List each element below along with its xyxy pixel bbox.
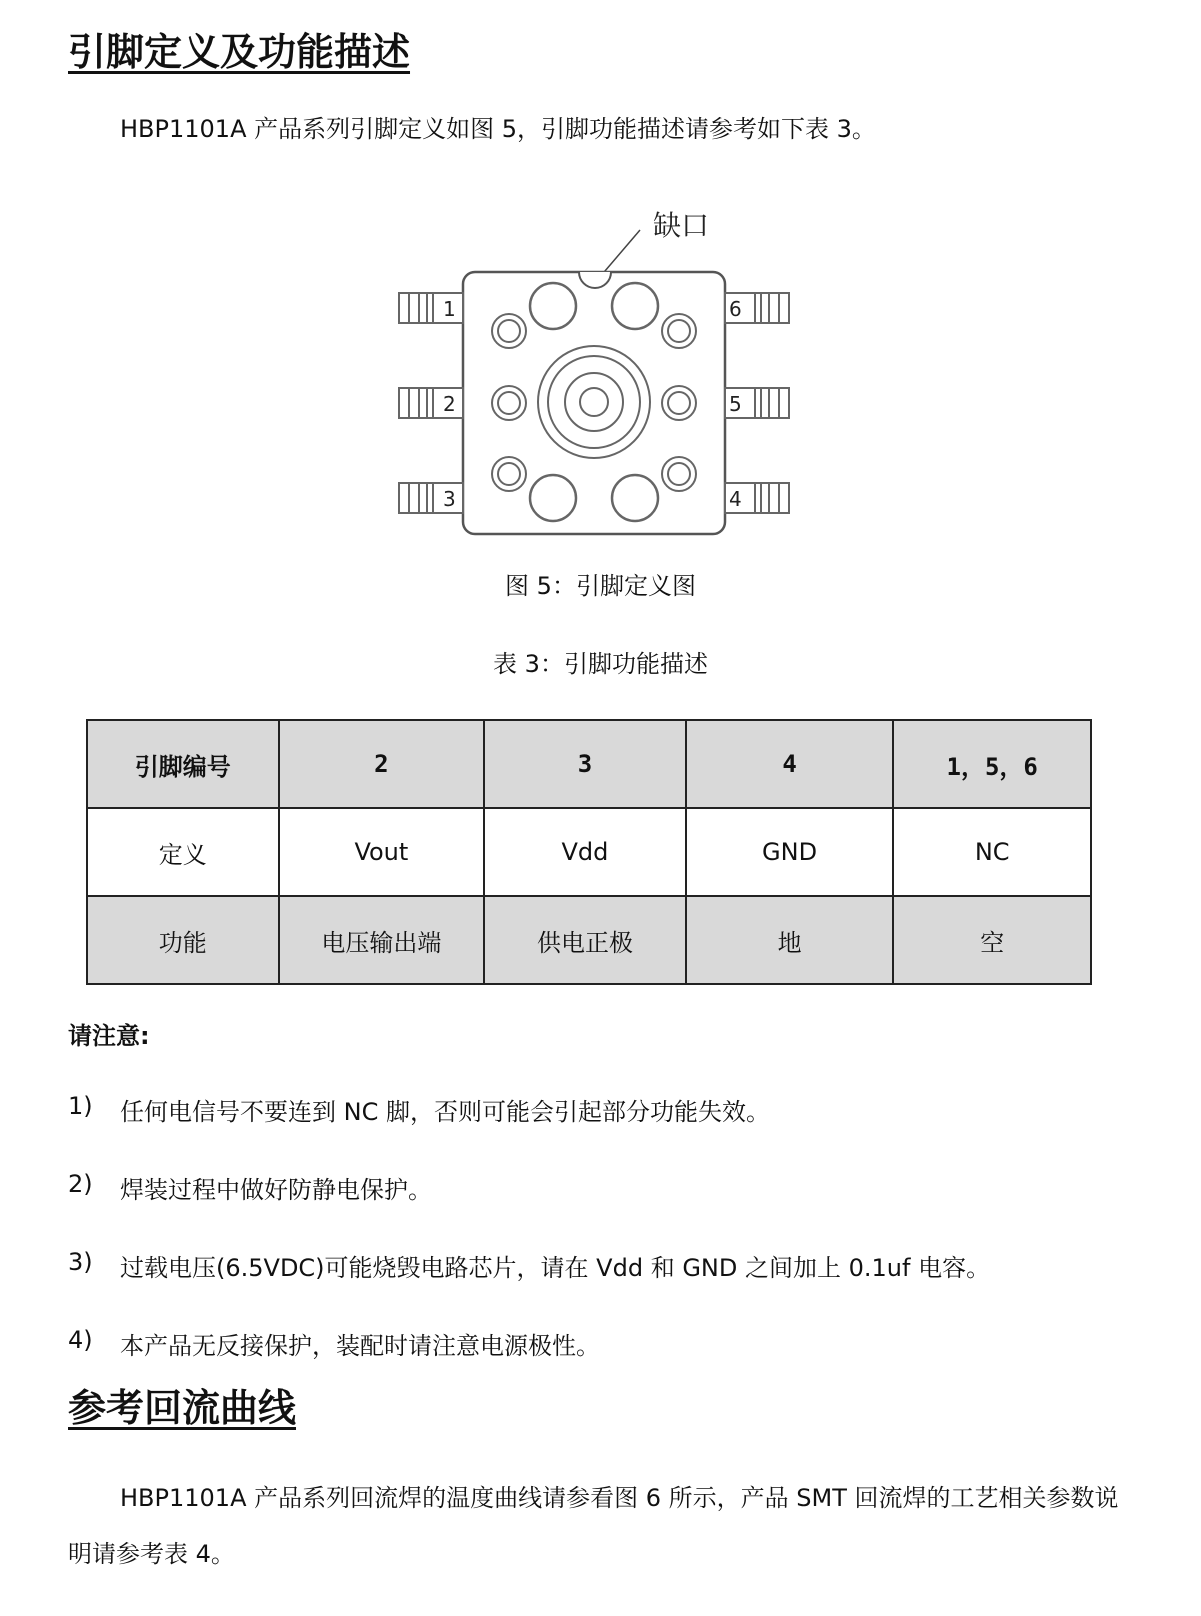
- table-row: [87, 896, 1091, 984]
- table-cell: Vout: [279, 808, 485, 896]
- note-text: 过载电压(6.5VDC)可能烧毁电路芯片，请在 Vdd 和 GND 之间加上 0.1uf 电容。: [120, 1254, 991, 1282]
- note-text: 任何电信号不要连到 NC 脚，否则可能会引起部分功能失效。: [120, 1098, 770, 1126]
- note-text: 本产品无反接保护，装配时请注意电源极性。: [120, 1332, 600, 1360]
- note-number: 3): [68, 1248, 93, 1276]
- pin-number-5: 5: [729, 392, 742, 416]
- pin-function-table: [86, 719, 1092, 985]
- notch-label: 缺口: [653, 209, 710, 242]
- table-header-cell: 3: [484, 720, 686, 808]
- note-text: 焊装过程中做好防静电保护。: [120, 1176, 432, 1204]
- intro-paragraph: HBP1101A 产品系列引脚定义如图 5，引脚功能描述请参考如下表 3。: [120, 115, 876, 143]
- section-heading-reflow-curve: 参考回流曲线: [68, 1386, 297, 1430]
- table-cell: 地: [686, 896, 894, 984]
- pin-diagram: [395, 200, 815, 550]
- table-row: [87, 808, 1091, 896]
- pin-number-2: 2: [443, 392, 456, 416]
- table-header-cell: 1，5，6: [893, 720, 1091, 808]
- table-cell: NC: [893, 808, 1091, 896]
- table-cell: 供电正极: [484, 896, 686, 984]
- section-heading-pin-definition: 引脚定义及功能描述: [68, 30, 411, 74]
- pin-number-6: 6: [729, 297, 742, 321]
- table-cell: 定义: [87, 808, 279, 896]
- note-item: [68, 1170, 432, 1205]
- notes-title: 请注意:: [68, 1022, 150, 1050]
- figure-caption: 图 5：引脚定义图: [505, 572, 696, 600]
- table-cell: 空: [893, 896, 1091, 984]
- table-header-row: [87, 720, 1091, 808]
- note-number: 4): [68, 1326, 93, 1354]
- pad-circle: [530, 283, 576, 329]
- note-item: [68, 1326, 600, 1361]
- pad-circle: [530, 475, 576, 521]
- table-caption: 表 3：引脚功能描述: [493, 650, 708, 678]
- note-item: [68, 1248, 990, 1283]
- reflow-paragraph: HBP1101A 产品系列回流焊的温度曲线请参看图 6 所示，产品 SMT 回流焊的工艺相关参数说明请参考表 4。: [68, 1484, 1119, 1568]
- pad-circle: [612, 475, 658, 521]
- table-cell: 电压输出端: [279, 896, 485, 984]
- table-cell: Vdd: [484, 808, 686, 896]
- table-header-cell: 4: [686, 720, 894, 808]
- table-cell: 功能: [87, 896, 279, 984]
- pad-circle: [612, 283, 658, 329]
- note-number: 1): [68, 1092, 93, 1120]
- note-item: [68, 1092, 770, 1127]
- note-number: 2): [68, 1170, 93, 1198]
- table-cell: GND: [686, 808, 894, 896]
- pin-number-3: 3: [443, 487, 456, 511]
- pin-number-1: 1: [443, 297, 456, 321]
- table-header-cell: 2: [279, 720, 485, 808]
- pin-number-4: 4: [729, 487, 742, 511]
- table-header-cell: 引脚编号: [87, 720, 279, 808]
